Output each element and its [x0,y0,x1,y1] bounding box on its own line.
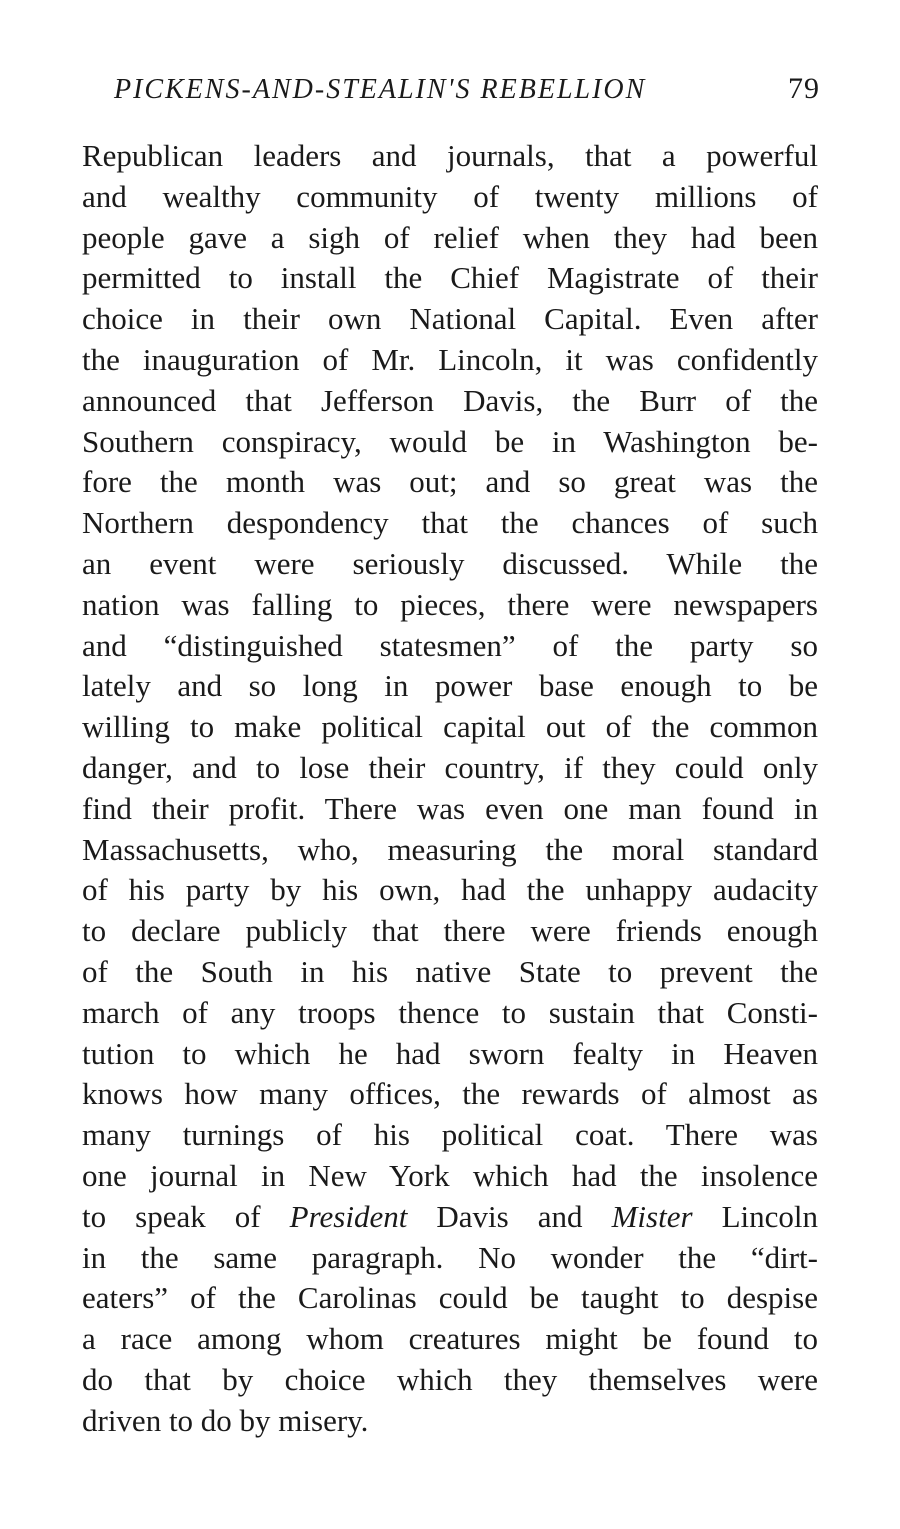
text-line: to declare publicly that there were friends enough [82,913,818,949]
text-line: and wealthy community of twenty millions of [82,178,818,214]
page-number: 79 [788,72,820,105]
text-line: choice in their own National Capital. Even after [82,301,818,337]
text-line: fore the month was out; and so great was the [82,464,818,500]
text-line: danger, and to lose their country, if they could only [82,749,818,785]
text-line: march of any troops thence to sustain that Consti- [82,994,818,1030]
text-run: Lincoln [692,1198,818,1234]
text-line: driven to do by misery. [82,1402,369,1438]
text-run: to speak of [82,1198,290,1234]
text-line: Southern conspiracy, would be in Washington be- [82,423,818,459]
text-line: of his party by his own, had the unhappy audacity [82,872,818,908]
text-line: permitted to install the Chief Magistrate of their [82,260,818,296]
italic-mister: Mister [611,1198,693,1234]
text-line: do that by choice which they themselves were [82,1361,818,1397]
text-line: the inauguration of Mr. Lincoln, it was confidently [82,341,818,377]
text-line: nation was falling to pieces, there were newspapers [82,586,818,622]
text-line: one journal in New York which had the insolence [82,1157,818,1193]
text-run: Davis and [407,1198,612,1234]
running-title: PICKENS-AND-STEALIN'S REBELLION [114,74,647,105]
running-head [82,72,820,120]
text-line: Massachusetts, who, measuring the moral standard [82,831,818,867]
text-line: Northern despondency that the chances of such [82,505,818,541]
text-line: announced that Jefferson Davis, the Burr of the [82,382,818,418]
text-line: of the South in his native State to prevent the [82,953,818,989]
text-line: an event were seriously discussed. While the [82,545,818,581]
text-line-with-italics [82,1197,818,1238]
italic-president: President [289,1198,408,1234]
body-paragraph [82,136,818,1442]
text-line: a race among whom creatures might be found to [82,1321,818,1357]
text-line: eaters” of the Carolinas could be taught to despise [82,1280,818,1316]
text-line: and “distinguished statesmen” of the party so [82,627,818,663]
text-line: knows how many offices, the rewards of almost as [82,1076,818,1112]
text-line: Republican leaders and journals, that a powerful [82,138,818,173]
text-line: many turnings of his political coat. There was [82,1117,818,1153]
text-line: find their profit. There was even one man found in [82,790,818,826]
text-line: willing to make political capital out of the common [82,709,818,745]
text-line: in the same paragraph. No wonder the “dirt- [82,1239,818,1275]
text-line: tution to which he had sworn fealty in Heaven [82,1035,818,1071]
text-line: lately and so long in power base enough to be [82,668,818,704]
text-line: people gave a sigh of relief when they had been [82,219,818,255]
